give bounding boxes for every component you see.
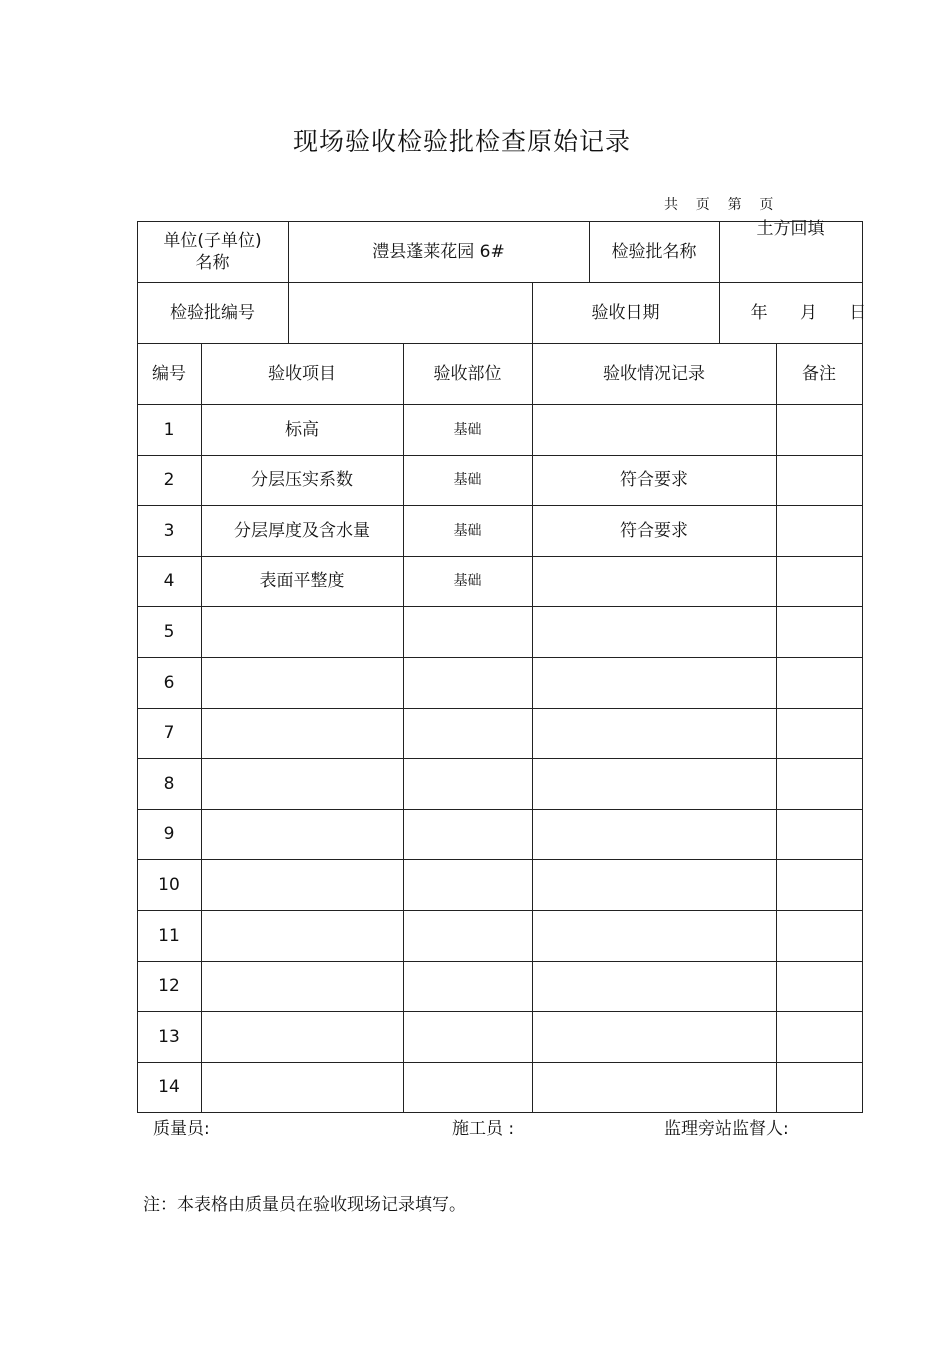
table-row-6-record [532, 657, 776, 708]
constructor-label: 施工员 : [452, 1119, 515, 1139]
table-row-11-no: 11 [158, 925, 180, 946]
table-row-5-item [201, 606, 403, 657]
table-row-11-part [403, 910, 532, 961]
batch-name-value: 土方回填 [756, 219, 825, 239]
table-row-6-no: 6 [163, 672, 175, 693]
inspection-date-value: 年 月 日 [750, 302, 867, 323]
table-row-5-no: 5 [163, 621, 175, 642]
table-row-2-part: 基础 [453, 472, 482, 488]
table-row-10-no: 10 [158, 874, 180, 895]
table-row-14-record [532, 1062, 776, 1112]
table-row-13-item [201, 1011, 403, 1062]
table-row-4-no: 4 [163, 571, 175, 591]
table-row-7-record [532, 708, 776, 758]
batch-number-label: 检验批编号 [170, 302, 255, 323]
table-row-6-remark [776, 657, 862, 708]
table-row-8-item [201, 758, 403, 809]
table-row-14-remark [776, 1062, 862, 1112]
table-row-12-record [532, 961, 776, 1011]
table-row-5-record [532, 606, 776, 657]
table-row-1-item: 标高 [285, 419, 319, 440]
table-row-8-no: 8 [163, 773, 175, 794]
table-row-3-part: 基础 [453, 522, 482, 539]
table-row-2-record: 符合要求 [620, 470, 688, 490]
table-row-1-record [532, 404, 776, 455]
table-row-13-remark [776, 1011, 862, 1062]
table-row-5-remark [776, 606, 862, 657]
table-rule [137, 1112, 863, 1113]
column-part-header: 验收部位 [433, 363, 502, 384]
table-row-4-record [532, 556, 776, 606]
table-row-4-item: 表面平整度 [259, 571, 345, 591]
supervisor-label: 监理旁站监督人: [664, 1119, 789, 1139]
table-row-7-no: 7 [163, 723, 175, 743]
column-item-header: 验收项目 [268, 363, 336, 384]
table-row-8-record [532, 758, 776, 809]
table-row-2-remark [776, 455, 862, 505]
table-rule [862, 221, 863, 1113]
table-row-9-item [201, 809, 403, 859]
column-record-header: 验收情况记录 [603, 363, 705, 384]
table-row-13-record [532, 1011, 776, 1062]
table-row-12-part [403, 961, 532, 1011]
table-row-3-record: 符合要求 [620, 520, 688, 541]
page-title: 现场验收检验批检查原始记录 [292, 127, 631, 156]
table-row-3-remark [776, 505, 862, 556]
table-row-13-part [403, 1011, 532, 1062]
table-row-13-no: 13 [158, 1026, 180, 1047]
unit-name-label: 单位(子单位) 名称 [163, 230, 262, 273]
batch-number-value [288, 282, 532, 343]
table-row-12-remark [776, 961, 862, 1011]
column-number-header: 编号 [152, 363, 186, 384]
table-row-10-part [403, 859, 532, 910]
table-row-1-part: 基础 [453, 421, 482, 438]
table-row-7-part [403, 708, 532, 758]
table-row-9-remark [776, 809, 862, 859]
table-row-7-item [201, 708, 403, 758]
table-row-9-part [403, 809, 532, 859]
table-row-8-part [403, 758, 532, 809]
inspection-date-label: 验收日期 [591, 302, 660, 323]
table-row-5-part [403, 606, 532, 657]
table-row-1-remark [776, 404, 862, 455]
table-row-6-part [403, 657, 532, 708]
table-row-14-no: 14 [158, 1077, 180, 1097]
table-row-3-item: 分层厚度及含水量 [234, 520, 370, 541]
table-row-10-remark [776, 859, 862, 910]
batch-name-label: 检验批名称 [611, 241, 697, 262]
table-row-9-record [532, 809, 776, 859]
table-row-11-record [532, 910, 776, 961]
table-row-1-no: 1 [163, 419, 175, 440]
table-row-2-no: 2 [163, 470, 175, 490]
table-row-4-remark [776, 556, 862, 606]
footnote: 注：本表格由质量员在验收现场记录填写。 [143, 1195, 466, 1215]
table-row-10-record [532, 859, 776, 910]
table-row-8-remark [776, 758, 862, 809]
table-row-2-item: 分层压实系数 [251, 470, 353, 490]
table-row-11-remark [776, 910, 862, 961]
table-row-11-item [201, 910, 403, 961]
table-row-9-no: 9 [163, 824, 175, 844]
table-row-3-no: 3 [163, 520, 175, 541]
table-row-14-item [201, 1062, 403, 1112]
table-row-7-remark [776, 708, 862, 758]
page-info: 共 页 第 页 [664, 197, 774, 213]
table-row-12-no: 12 [158, 976, 180, 996]
table-row-12-item [201, 961, 403, 1011]
quality-inspector-label: 质量员: [153, 1119, 210, 1139]
table-row-14-part [403, 1062, 532, 1112]
table-row-10-item [201, 859, 403, 910]
table-row-4-part: 基础 [453, 573, 482, 589]
unit-name-value: 澧县蓬莱花园 6# [372, 241, 505, 262]
column-remark-header: 备注 [802, 363, 836, 384]
table-row-6-item [201, 657, 403, 708]
